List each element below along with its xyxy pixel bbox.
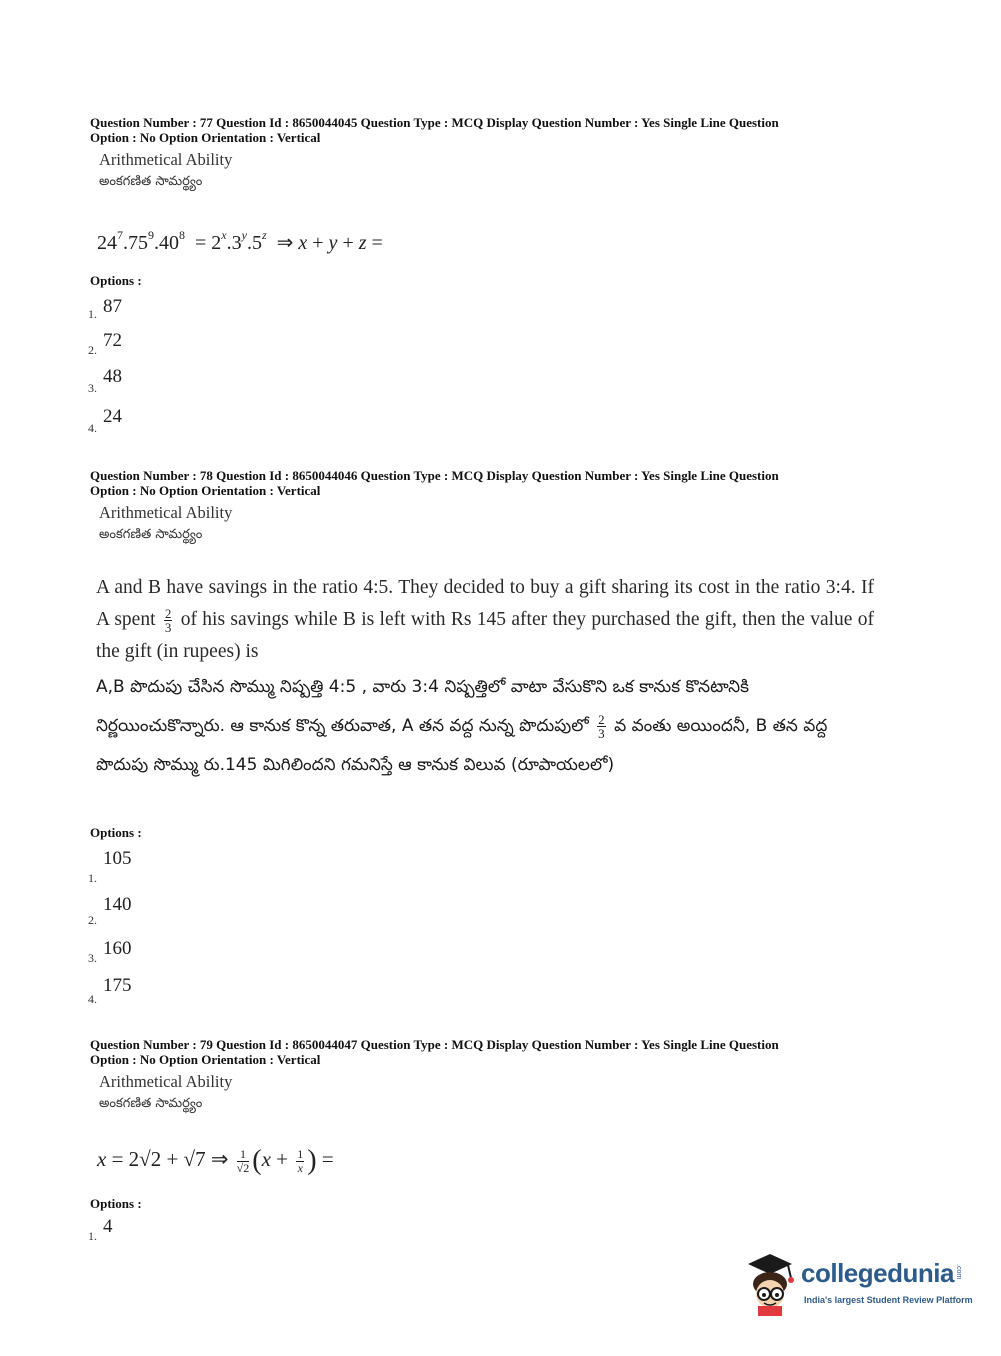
- option-4[interactable]: [88, 975, 132, 1006]
- question-header-line1: Question Number : 77 Question Id : 8650044045 Question Type : MCQ Display Question Number : Yes Single Line Question: [90, 115, 779, 130]
- logo-wordmark: collegedunia: [801, 1258, 954, 1288]
- question-header: [90, 115, 890, 145]
- option-3[interactable]: [88, 366, 122, 395]
- option-1[interactable]: [88, 1216, 113, 1243]
- option-1[interactable]: [88, 296, 122, 321]
- option-number: 4.: [88, 421, 97, 435]
- fraction-numerator: 2: [598, 711, 605, 727]
- question-header: [90, 468, 890, 498]
- option-number: 4.: [88, 992, 97, 1006]
- option-value: 105: [103, 848, 132, 869]
- mascot-icon: [744, 1248, 802, 1318]
- fraction-denominator: 3: [598, 725, 605, 741]
- fraction: [164, 607, 173, 634]
- option-value: 24: [103, 406, 122, 427]
- option-4[interactable]: [88, 406, 122, 435]
- question-text-part1: A and B have savings in the ratio 4:5. They decided to buy a gift sharing its cost in the ratio 3:4. If A spent: [96, 577, 874, 630]
- option-number: 2.: [88, 913, 97, 927]
- options-label: Options :: [90, 1196, 142, 1211]
- question-header-line1: Question Number : 79 Question Id : 8650044047 Question Type : MCQ Display Question Number : Yes Single Line Question: [90, 1037, 779, 1052]
- option-number: 3.: [88, 381, 97, 395]
- option-value: 160: [103, 938, 132, 959]
- option-value: 87: [103, 296, 122, 317]
- question-77: [90, 115, 890, 193]
- question-77-equation: $24^7.75^9.40^8 = 2^x.3^y.5^z$ ⇒ x + y + z =: [97, 228, 383, 254]
- question-header-line2: Option : No Option Orientation : Vertical: [90, 1052, 321, 1067]
- question-78-text-telugu: [96, 668, 876, 785]
- subject-telugu: అంకగణిత సామర్థ్యం: [99, 174, 203, 189]
- subject-telugu: అంకగణిత సామర్థ్యం: [99, 527, 203, 542]
- fraction: [597, 713, 606, 740]
- option-2[interactable]: [88, 330, 122, 357]
- option-1[interactable]: [88, 848, 132, 885]
- collegedunia-logo: [744, 1248, 974, 1318]
- question-header-line1: Question Number : 78 Question Id : 8650044046 Question Type : MCQ Display Question Number : Yes Single Line Question: [90, 468, 779, 483]
- subject-english: Arithmetical Ability: [99, 1072, 233, 1091]
- question-78-text-english: [96, 572, 874, 668]
- option-number: 1.: [88, 871, 97, 885]
- question-text-telugu-part2: వ వంతు అయిందనీ, B తన వద్ద పొదుపు సొమ్ము రు.145 మిగిలిందని గమనిస్తే ఆ కానుక విలువ (రూపాయలలో): [96, 716, 828, 775]
- option-number: 1.: [88, 1229, 97, 1243]
- subject-english: Arithmetical Ability: [99, 150, 233, 169]
- question-header-line2: Option : No Option Orientation : Vertical: [90, 130, 321, 145]
- question-text-part2: of his savings while B is left with Rs 145 after they purchased the gift, then the value of the gift (in rupees) is: [96, 609, 875, 662]
- option-number: 2.: [88, 343, 97, 357]
- option-number: 1.: [88, 307, 97, 321]
- subject-english: Arithmetical Ability: [99, 503, 233, 522]
- option-value: 175: [103, 975, 132, 996]
- option-value: 140: [103, 894, 132, 915]
- question-header: [90, 1037, 890, 1067]
- options-label: Options :: [90, 825, 142, 840]
- option-value: 4: [103, 1216, 113, 1237]
- options-label: Options :: [90, 273, 142, 288]
- option-value: 48: [103, 366, 122, 387]
- option-number: 3.: [88, 951, 97, 965]
- logo-tagline: India's largest Student Review Platform: [804, 1295, 973, 1305]
- fraction-numerator: 2: [164, 606, 172, 622]
- option-value: 72: [103, 330, 122, 351]
- fraction-denominator: 3: [164, 620, 172, 636]
- question-79: [90, 1037, 890, 1115]
- option-2[interactable]: [88, 894, 132, 927]
- question-header-line2: Option : No Option Orientation : Vertical: [90, 483, 321, 498]
- option-3[interactable]: [88, 938, 132, 965]
- subject-telugu: అంకగణిత సామర్థ్యం: [99, 1096, 203, 1111]
- logo-domain-suffix: .com: [955, 1264, 962, 1280]
- question-text-telugu-part1: A,B పొదుపు చేసిన సొమ్ము నిష్పత్తి 4:5 , వారు 3:4 నిష్పత్తిలో వాటా వేసుకొని ఒక కానుక కొనటానికి నిర్ణయించుకొన్నారు. ఆ కానుక కొన్న తరువాత, A తన వద్ద నున్న పొదుపులో: [96, 677, 749, 736]
- question-79-equation: x = 2√2 + √7 ⇒ $\frac{1}{√2}$ (x + $\frac{1}{x}$ ) =: [97, 1145, 334, 1176]
- question-78: [90, 468, 890, 546]
